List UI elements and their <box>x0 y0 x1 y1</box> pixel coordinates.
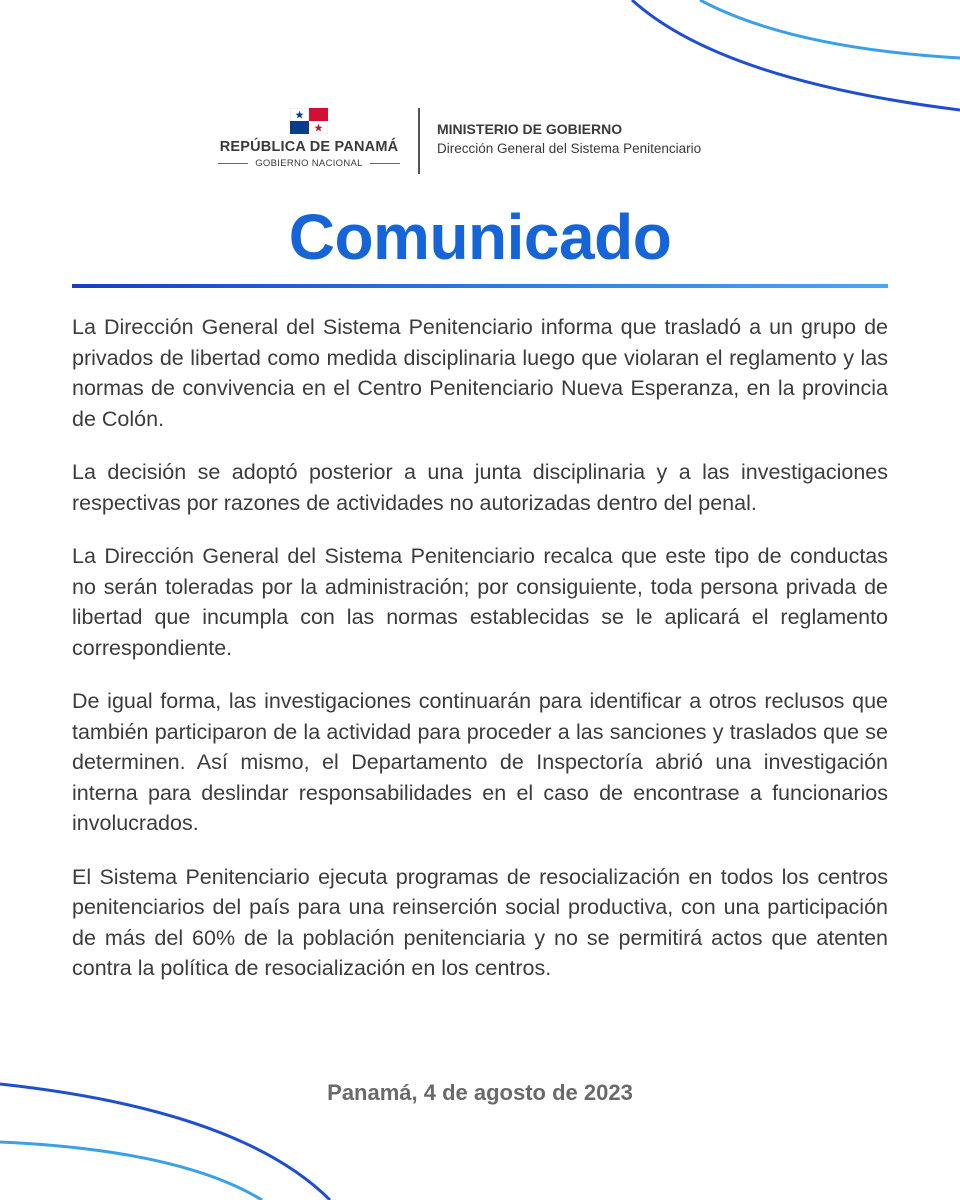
paragraph-3: La Dirección General del Sistema Penitenciario recalca que este tipo de conductas no serán toleradas por la administración; por consiguiente, toda persona privada de libertad que incumpla con las normas establecidas se le aplicará el reglamento correspondiente. <box>72 544 888 660</box>
gobierno-label: GOBIERNO NACIONAL <box>255 158 363 169</box>
ministry-label: MINISTERIO DE GOBIERNO <box>437 121 623 137</box>
gobierno-row <box>212 158 406 169</box>
direction-label: Dirección General del Sistema Penitenciario <box>437 141 702 156</box>
paragraph-4: De igual forma, las investigaciones continuarán para identificar a otros reclusos que también participaron de la actividad para proceder a las sanciones y traslados que se determinen. Así mismo, el Departamento de Inspectoría abrió una investigación interna para deslindar responsabilidades en el caso de encontrase a funcionarios involucrados. <box>72 689 888 835</box>
government-logo <box>212 108 406 169</box>
ministry-block <box>437 121 701 156</box>
divider-line <box>218 163 248 164</box>
header <box>0 100 960 180</box>
title-underline <box>72 284 888 288</box>
page-title: Comunicado <box>288 201 672 273</box>
paragraph-5: El Sistema Penitenciario ejecuta programas de resocialización en todos los centros penitenciarios del país para una reinserción social productiva, con una participación de más del 60% de la población penitenciaria y no se permitirá actos que atenten contra la política de resocialización en los centros. <box>72 864 888 980</box>
top-right-arc-inner <box>700 0 960 58</box>
republic-label: REPÚBLICA DE PANAMÁ <box>219 139 399 155</box>
paragraph-1: La Dirección General del Sistema Penitenciario informa que trasladó a un grupo de privados de libertad como medida disciplinaria luego que violaran el reglamento y las normas de convivencia en el Centro Penitenciario Nueva Esperanza, en la provincia de Colón. <box>72 315 888 431</box>
statement-body <box>72 312 888 1007</box>
header-divider <box>418 108 420 174</box>
date-line: Panamá, 4 de agosto de 2023 <box>327 1080 633 1105</box>
paragraph-2: La decisión se adoptó posterior a una junta disciplinaria y a las investigaciones respectivas por razones de actividades no autorizadas dentro del penal. <box>72 460 888 515</box>
bottom-left-arc-inner <box>0 1142 262 1200</box>
panama-flag-icon <box>290 108 328 134</box>
divider-line <box>370 163 400 164</box>
